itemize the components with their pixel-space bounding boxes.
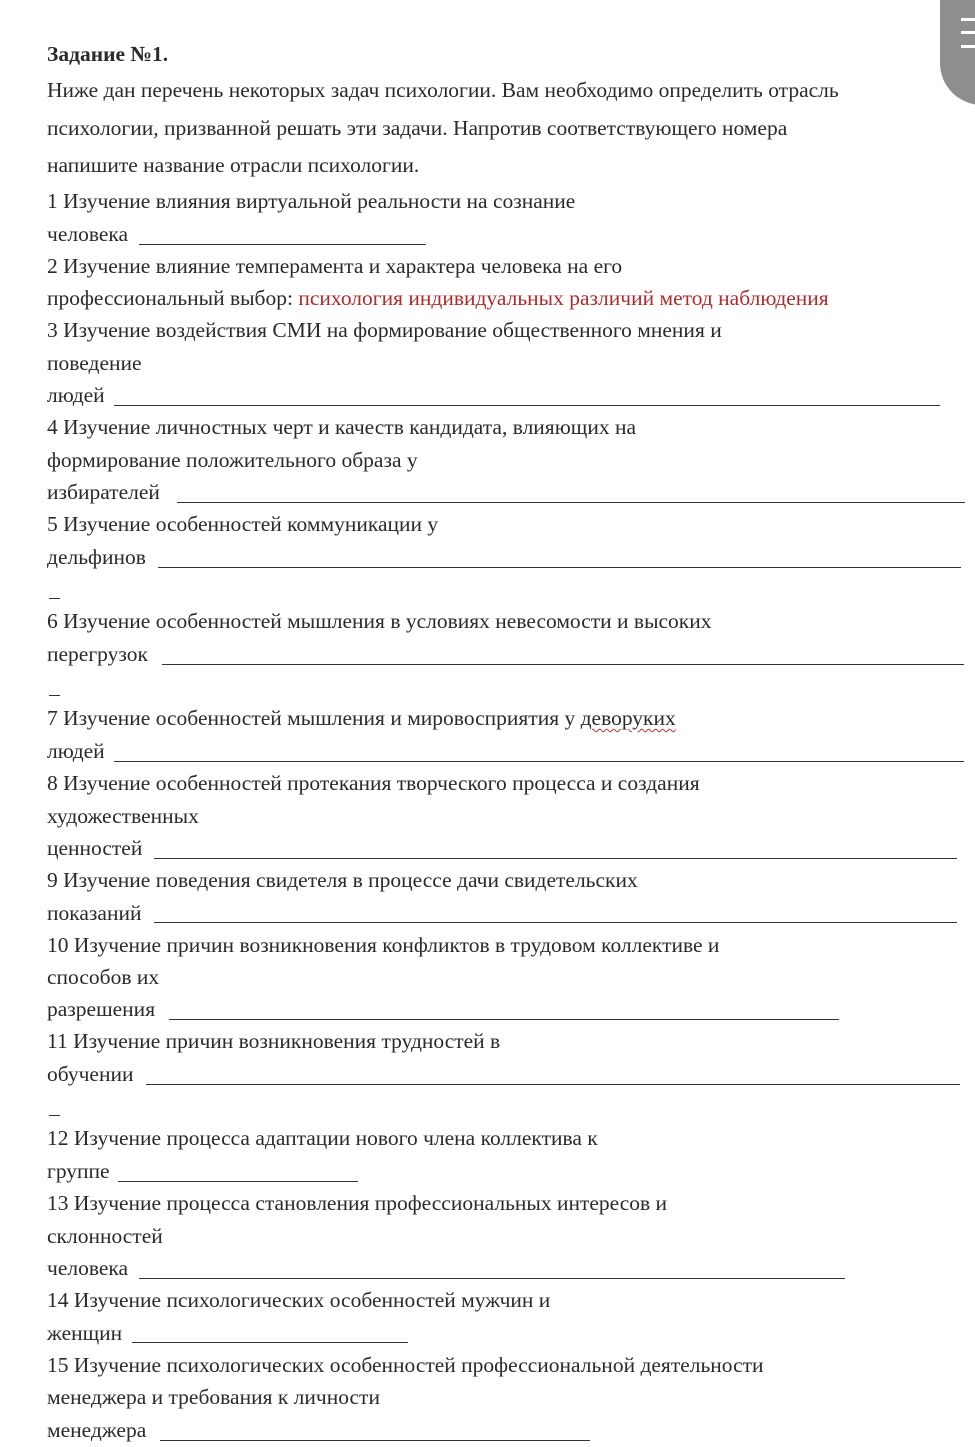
- task-line: обучении: [47, 1062, 134, 1086]
- task-text: профессиональный выбор:: [47, 286, 293, 310]
- task-line: людей: [47, 383, 105, 407]
- task-line: 15 Изучение психологических особенностей профессиональной деятельности: [47, 1353, 764, 1377]
- task-line: 10 Изучение причин возникновения конфликтов в трудовом коллективе и: [47, 933, 720, 957]
- task-line: склонностей: [47, 1224, 163, 1248]
- task-line: формирование положительного образа у: [47, 448, 418, 472]
- dash-mark: [49, 695, 60, 696]
- task-line: 2 Изучение влияние темперамента и характера человека на его: [47, 254, 623, 278]
- answer-blank[interactable]: [146, 1084, 960, 1085]
- task-line: ценностей: [47, 836, 143, 860]
- task-line: 8 Изучение особенностей протекания творческого процесса и создания: [47, 771, 700, 795]
- task-line: женщин: [47, 1321, 123, 1345]
- intro-line: Ниже дан перечень некоторых задач психологии. Вам необходимо определить отрасль: [47, 78, 839, 102]
- filled-answer: психология индивидуальных различий метод наблюдения: [298, 286, 829, 310]
- misspelled-word: деворуких: [580, 706, 676, 730]
- intro-line: напишите название отрасли психологии.: [47, 153, 420, 177]
- answer-blank[interactable]: [118, 1181, 358, 1182]
- menu-icon[interactable]: [961, 18, 975, 48]
- task-line: 1 Изучение влияния виртуальной реальности на сознание: [47, 189, 576, 213]
- task-line: 5 Изучение особенностей коммуникации у: [47, 512, 439, 536]
- task-line: перегрузок: [47, 642, 148, 666]
- task-line: группе: [47, 1159, 110, 1183]
- task-line: 11 Изучение причин возникновения трудностей в: [47, 1029, 501, 1053]
- task-line: избирателей: [47, 480, 160, 504]
- answer-blank[interactable]: [169, 1019, 839, 1020]
- task-line: поведение: [47, 351, 142, 375]
- dash-mark: [49, 598, 60, 599]
- task-line: 9 Изучение поведения свидетеля в процессе дачи свидетельских: [47, 868, 638, 892]
- task-line: художественных: [47, 804, 199, 828]
- task-title: Задание №1.: [47, 42, 169, 66]
- corner-overlay: [940, 0, 975, 105]
- task-line: человека: [47, 222, 129, 246]
- task-line: способов их: [47, 965, 160, 989]
- answer-blank[interactable]: [154, 858, 957, 859]
- answer-blank[interactable]: [158, 567, 961, 568]
- answer-blank[interactable]: [114, 405, 940, 406]
- answer-blank[interactable]: [160, 1440, 590, 1441]
- task-line: дельфинов: [47, 545, 146, 569]
- answer-blank[interactable]: [154, 922, 957, 923]
- task-line: [47, 288, 829, 310]
- task-line: 6 Изучение особенностей мышления в условиях невесомости и высоких: [47, 609, 712, 633]
- task-line: показаний: [47, 901, 142, 925]
- task-line: людей: [47, 739, 105, 763]
- task-text: 7 Изучение особенностей мышления и мировосприятия у: [47, 706, 576, 730]
- task-line: 4 Изучение личностных черт и качеств кандидата, влияющих на: [47, 415, 636, 439]
- intro-line: психологии, призванной решать эти задачи. Напротив соответствующего номера: [47, 116, 788, 140]
- task-line: менеджера и требования к личности: [47, 1385, 380, 1409]
- answer-blank[interactable]: [132, 1342, 408, 1343]
- task-line: человека: [47, 1256, 129, 1280]
- answer-blank[interactable]: [177, 502, 965, 503]
- answer-blank[interactable]: [139, 1278, 845, 1279]
- task-line: 3 Изучение воздействия СМИ на формирование общественного мнения и: [47, 318, 722, 342]
- task-line: [47, 708, 676, 730]
- task-line: 13 Изучение процесса становления профессиональных интересов и: [47, 1191, 668, 1215]
- dash-mark: [49, 1115, 60, 1116]
- answer-blank[interactable]: [139, 244, 426, 245]
- task-line: разрешения: [47, 997, 156, 1021]
- answer-blank[interactable]: [114, 761, 964, 762]
- task-line: 14 Изучение психологических особенностей мужчин и: [47, 1288, 551, 1312]
- task-line: 12 Изучение процесса адаптации нового члена коллектива к: [47, 1126, 598, 1150]
- task-line: менеджера: [47, 1418, 147, 1442]
- answer-blank[interactable]: [162, 664, 964, 665]
